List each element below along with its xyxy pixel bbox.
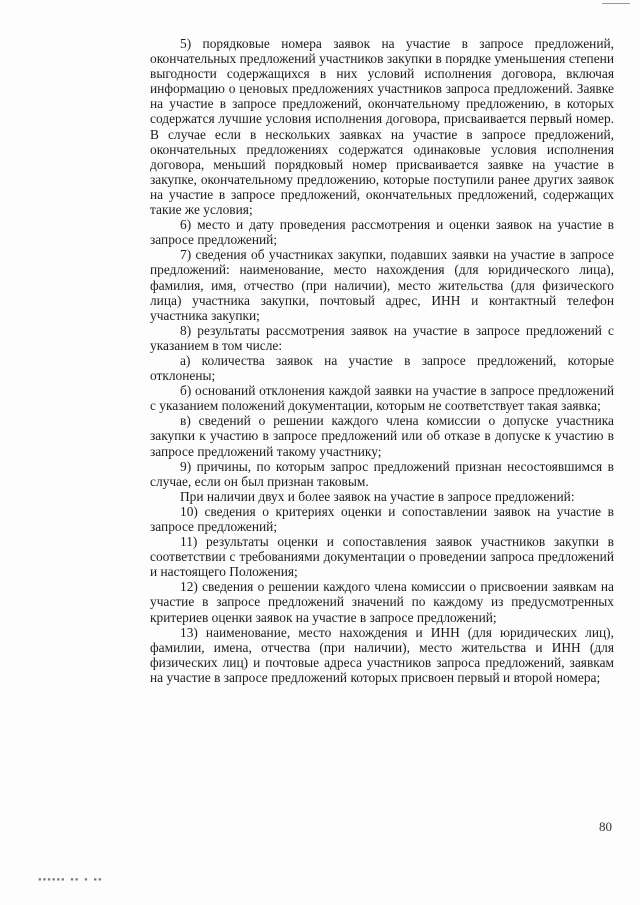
page-number: 80 — [599, 819, 612, 834]
paragraph-condition: При наличии двух и более заявок на участие в запросе предложений: — [180, 488, 575, 504]
paragraph-item-11: 11) результаты оценки и сопоставления заявок участников закупки в соответствии с требованиями документации о проведении запроса предложений и настоящего Положения; — [150, 534, 614, 580]
paragraph-item-13: 13) наименование, место нахождения и ИНН (для юридических лиц), фамилии, имена, отчества (при наличии), место жительства и ИНН (для физических лиц) и почтовые адреса участников запроса предложений, заявкам на участие в запросе предложений которых присвоен первый и второй номера; — [150, 624, 614, 685]
scan-corner-mark — [602, 3, 630, 4]
paragraph-item-8: 8) результаты рассмотрения заявок на участие в запросе предложений с указанием в том числе: — [150, 322, 614, 353]
scan-footer-mark: ▪▪▪▪▪▪ ▪▪ ▪ ▪▪ — [38, 876, 103, 883]
paragraph-item-5: 5) порядковые номера заявок на участие в запросе предложений, окончательных предложений участников закупки в порядке уменьшения степени выгодности содержащихся в них условий исполнения договора, включая информацию о ценовых предложениях участников запроса предложений. Заявке на участие в запросе предложений, окончательному предложению, в которых содержатся лучшие условия исполнения договора, присваивается первый номер. В случае если в нескольких заявках на участие в запросе предложений, окончательных предложениях содержатся одинаковые условия исполнения договора, меньший порядковый номер присваивается заявке на участие в закупке, окончательному предложению, которые поступили ранее других заявок на участие в запросе предложений, окончательных предложений, содержащих такие же условия; — [150, 36, 614, 218]
document-body — [150, 36, 614, 685]
paragraph-item-12: 12) сведения о решении каждого члена комиссии о присвоении заявкам на участие в запросе предложений значений по каждому из предусмотренных критериев оценки заявок на участие в запросе предложений; — [150, 579, 614, 625]
paragraph-item-7: 7) сведения об участниках закупки, подавших заявки на участие в запросе предложений: наименование, место нахождения (для юридического лица), фамилия, имя, отчество (при наличии), место жительства (для физического лица) участника закупки, почтовый адрес, ИНН и контактный телефон участника закупки; — [150, 247, 614, 323]
paragraph-item-8v: в) сведений о решении каждого члена комиссии о допуске участника закупки к участию в запросе предложений или об отказе в допуске к участию в запросе предложений такому участнику; — [150, 413, 614, 459]
paragraph-item-8a: а) количества заявок на участие в запросе предложений, которые отклонены; — [150, 352, 614, 384]
paragraph-item-9: 9) причины, по которым запрос предложений признан несостоявшимся в случае, если он был признан таковым. — [150, 458, 614, 489]
paragraph-item-10: 10) сведения о критериях оценки и сопоставлении заявок на участие в запросе предложений; — [150, 503, 614, 534]
paragraph-item-8b: б) оснований отклонения каждой заявки на участие в запросе предложений с указанием положений документации, которым не соответствует такая заявка; — [150, 383, 614, 414]
paragraph-item-6: 6) место и дату проведения рассмотрения и оценки заявок на участие в запросе предложений; — [150, 217, 614, 248]
